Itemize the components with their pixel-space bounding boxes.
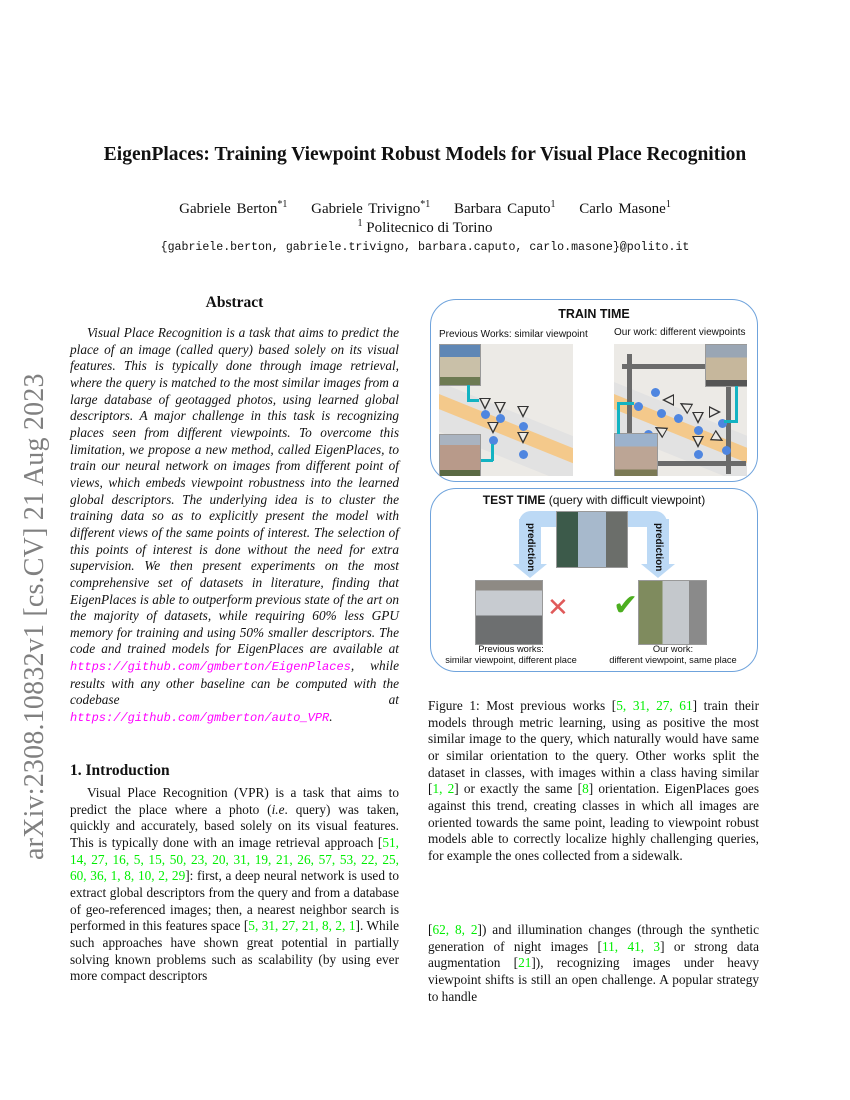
introduction-heading: 1. Introduction xyxy=(70,762,170,779)
author-list xyxy=(0,199,850,218)
cross-icon: ✕ xyxy=(547,593,569,623)
citation-link[interactable]: 5, 31, 27, 61 xyxy=(616,698,693,713)
our-work-label: Our work: different viewpoints xyxy=(614,327,746,338)
text-run: ]) and illumination changes (through the synthetic generation of night images [ xyxy=(428,922,760,954)
caption-line: Previous works: xyxy=(478,644,544,654)
author-name: Carlo Masone xyxy=(579,201,666,217)
location-dot xyxy=(674,414,683,423)
camera-icon xyxy=(517,406,529,418)
citation-link[interactable]: 51, 14, 27, 16, 5, 15, 50, 23, 20, 31, 19, 21, 26, 57, 53, 22, 25, 60, 36, 1, 8, 10, 2, 29 xyxy=(70,834,399,884)
train-time-title: TRAIN TIME xyxy=(558,307,630,321)
query-photo xyxy=(556,511,628,568)
location-dot xyxy=(496,414,505,423)
our-work-result-caption xyxy=(603,644,743,666)
train-time-panel xyxy=(430,299,758,482)
location-dot xyxy=(519,450,528,459)
camera-icon xyxy=(709,406,721,418)
citation-link[interactable]: 8 xyxy=(582,781,589,797)
author-mark: 1 xyxy=(550,199,556,210)
location-dot xyxy=(519,422,528,431)
database-photo xyxy=(439,344,481,386)
text-run: ] or exactly the same [ xyxy=(454,781,583,797)
text-run: ]: first, a deep neural network is used to extract global descriptors from the query and from a database of geo-referenced images; then, a nearest neighbor search is performed in this features space [ xyxy=(70,868,400,934)
author xyxy=(179,201,287,217)
camera-icon xyxy=(662,394,674,406)
author-mark: *1 xyxy=(277,199,288,210)
abstract-heading: Abstract xyxy=(205,294,264,311)
camera-icon xyxy=(692,412,704,424)
url-link[interactable]: https://github.com/gmberton/auto_VPR xyxy=(70,711,330,726)
location-dot xyxy=(694,450,703,459)
caption-line: similar viewpoint, different place xyxy=(445,655,577,665)
text-run: [ xyxy=(428,922,433,937)
figure-1-caption xyxy=(428,698,759,865)
right-column-body xyxy=(428,922,759,1005)
caption-line: Our work: xyxy=(652,644,694,654)
author-name: Gabriele Trivigno xyxy=(311,201,421,217)
citation-link[interactable]: 11, 41, 3 xyxy=(601,938,661,954)
check-icon: ✔ xyxy=(613,588,639,623)
author xyxy=(579,201,671,217)
previous-works-result-caption xyxy=(441,644,581,666)
location-dot xyxy=(657,409,666,418)
location-dot xyxy=(651,388,660,397)
text-run: . xyxy=(329,709,333,725)
author-name: Gabriele Berton xyxy=(179,201,278,217)
camera-icon xyxy=(692,436,704,448)
text-run: i.e xyxy=(271,801,285,817)
caption-line: different viewpoint, same place xyxy=(609,655,737,665)
prediction-label-right: prediction xyxy=(653,523,664,572)
citation-link[interactable]: 5, 31, 27, 21, 8, 2, 1 xyxy=(248,918,356,934)
database-photo xyxy=(705,344,747,387)
arxiv-side-banner: arXiv:2308.10832v1 [cs.CV] 21 Aug 2023 xyxy=(19,373,50,860)
location-dot xyxy=(481,410,490,419)
affiliation-mark: 1 xyxy=(357,218,363,229)
text-run: Figure 1: Most previous works [ xyxy=(428,698,617,713)
paper-title: EigenPlaces: Training Viewpoint Robust Models for Visual Place Recognition xyxy=(103,144,747,165)
test-time-title xyxy=(431,493,757,507)
database-photo xyxy=(614,433,658,476)
author xyxy=(454,201,556,217)
text-run: ]), recognizing images under heavy viewpoint shifts is still an open challenge. A popular strategy to handle xyxy=(428,955,759,1004)
citation-link[interactable]: 1, 2 xyxy=(432,781,455,797)
test-time-panel xyxy=(430,488,758,672)
text-run: . query) was taken, quickly and accurately, based solely on its visual features. This is typically done with an image retrieval approach [ xyxy=(70,801,399,850)
test-time-title-rest: (query with difficult viewpoint) xyxy=(545,493,706,507)
text-run: ] train their models through metric learning, using as positive the most similar image to the query, which naturally would have same or similar orientation to the query. Other works split the dataset in classes, with images within a class having similar [ xyxy=(428,698,760,797)
text-run: ] or strong data augmentation [ xyxy=(428,938,759,971)
camera-icon xyxy=(479,398,491,410)
affiliation-name: Politecnico di Torino xyxy=(366,220,493,236)
abstract-body xyxy=(70,325,399,727)
previous-works-map xyxy=(439,344,573,476)
citation-link[interactable]: 21 xyxy=(518,955,532,971)
url-link[interactable]: https://github.com/gmberton/EigenPlaces xyxy=(70,660,351,675)
camera-icon xyxy=(517,432,529,444)
our-work-result-photo xyxy=(638,580,707,645)
citation-link[interactable]: 62, 8, 2 xyxy=(432,922,478,937)
our-work-map xyxy=(614,344,747,476)
text-run: , while results with any other baseline can be computed with the codebase at xyxy=(70,658,399,708)
test-time-title-bold: TEST TIME xyxy=(482,493,546,507)
camera-icon xyxy=(487,422,499,434)
affiliation xyxy=(0,218,850,237)
text-run: Visual Place Recognition is a task that aims to predict the place of an image (called query) based solely on its visual features. This is typically done through image retrieval, where the query is matched to the most similar images from a large database of geotagged photos, using learned global descriptors. A major challenge in this task is recognizing places seen from different viewpoints. To overcome this limitation, we propose a new method, called EigenPlaces, to train our neural network on images from different point of views, which embeds viewpoint robustness into the learned global descriptors. The underlying idea is to cluster the training data so as to explicitly present the model with different views of the same points of interest. The selection of this points of interest is done without the need for extra supervision. We then present experiments on the most comprehensive set of datasets in literature, finding that EigenPlaces is able to outperform previous state of the art on the majority of datasets, while requiring 60% less GPU memory for training and using 50% smaller descriptors. The code and trained models for EigenPlaces are available at xyxy=(70,325,399,657)
database-photo xyxy=(439,434,481,476)
location-dot xyxy=(722,446,731,455)
author-emails: {gabriele.berton, gabriele.trivigno, barbara.caputo, carlo.masone}@polito.it xyxy=(160,241,690,254)
author-mark: *1 xyxy=(420,199,431,210)
author-name: Barbara Caputo xyxy=(453,201,551,217)
previous-works-label: Previous Works: similar viewpoint xyxy=(439,329,588,340)
camera-icon xyxy=(494,402,506,414)
author xyxy=(311,201,430,217)
figure-1 xyxy=(430,299,760,674)
text-run: Visual Place Recognition (VPR) is a task that aims to predict the place where a photo ( xyxy=(70,785,399,817)
text-run: ]. While such approaches have shown great potential in partially solving known problems such as scalability (by using ever more compact descriptors xyxy=(70,918,399,984)
text-run: ] orientation. EigenPlaces goes against this trend, creating classes in which all images are oriented towards the same point, leading to viewpoint robust models able to correctly localize highly challenging queries, for example the ones collected from a sidewalk. xyxy=(428,781,760,863)
author-mark: 1 xyxy=(665,199,671,210)
introduction-body xyxy=(70,785,399,985)
previous-works-result-photo xyxy=(475,580,543,645)
location-dot xyxy=(694,426,703,435)
prediction-label-left: prediction xyxy=(525,523,536,572)
location-dot xyxy=(634,402,643,411)
